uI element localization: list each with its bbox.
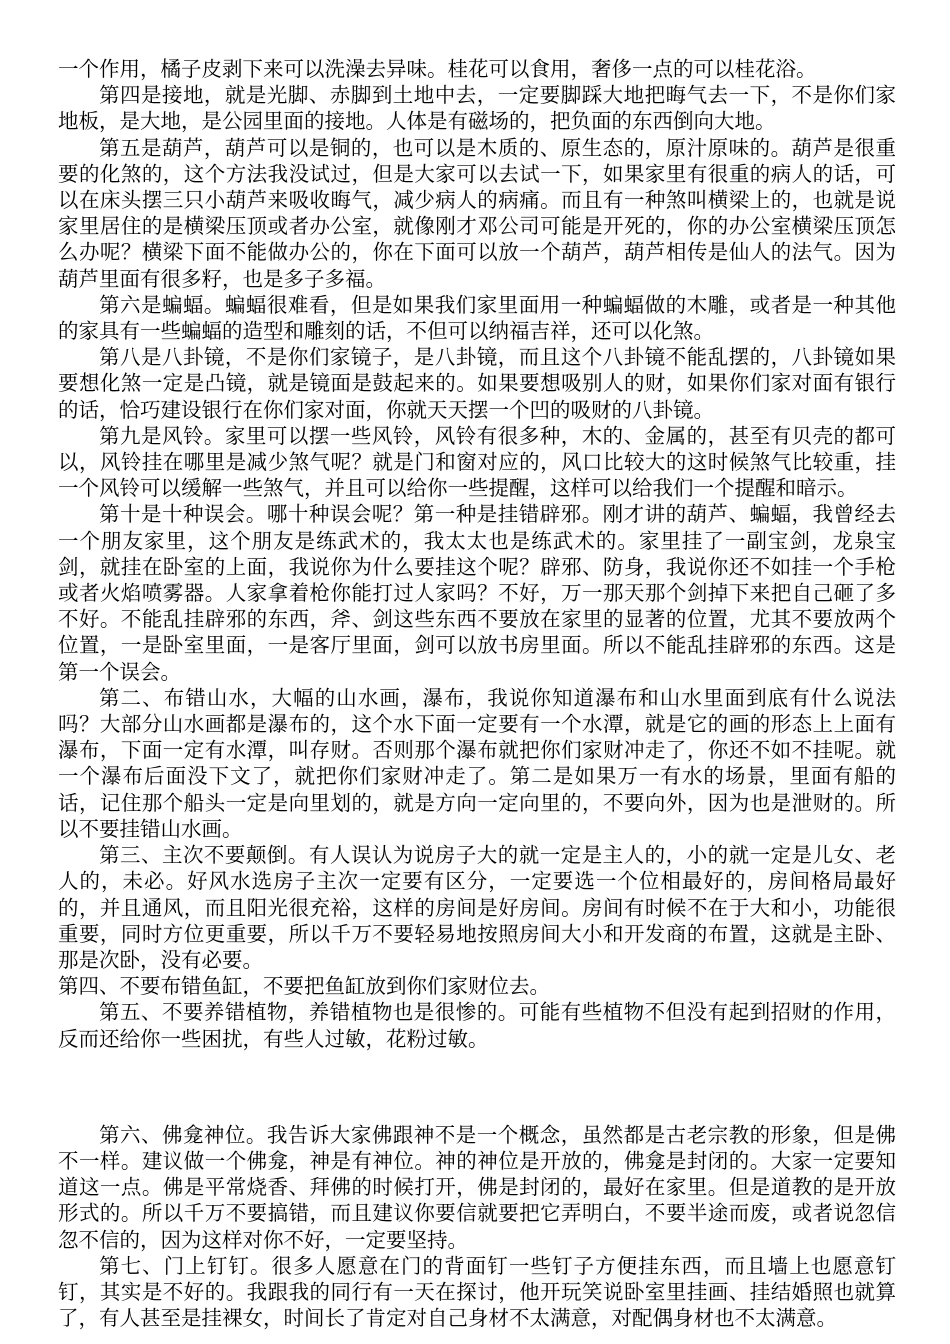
paragraph: 第六、佛龛神位。我告诉大家佛跟神不是一个概念，虽然都是古老宗教的形象，但是佛不一样。建议做一个佛龛，神是有神位。神的神位是开放的，佛龛是封闭的。大家一定要知道这一点。佛是平常烧香、拜佛的时候打开，佛是封闭的，最好在家里。但是道教的是开放形式的。所以千万不要搞错，而且建议你要信就要把它弄明白，不要半途而废，或者说忽信忽不信的，因为这样对你不好，一定要坚持。 xyxy=(58,1122,896,1252)
text-block-bottom xyxy=(58,1122,896,1332)
paragraph: 第十是十种误会。哪十种误会呢？第一种是挂错辟邪。刚才讲的葫芦、蝙蝠，我曾经去一个朋友家里，这个朋友是练武术的，我太太也是练武术的。家里挂了一副宝剑，龙泉宝剑，就挂在卧室的上面，我说你为什么要挂这个呢？辟邪、防身，我说你还不如挂一个手枪或者火焰喷雾器。人家拿着枪你能打过人家吗？不好，万一那天那个剑掉下来把自己砸了多不好。不能乱挂辟邪的东西，斧、剑这些东西不要放在家里的显著的位置，尤其不要放两个位置，一是卧室里面，一是客厅里面，剑可以放书房里面。所以不能乱挂辟邪的东西。这是第一个误会。 xyxy=(58,502,896,684)
paragraph: 第八是八卦镜，不是你们家镜子，是八卦镜，而且这个八卦镜不能乱摆的，八卦镜如果要想化煞一定是凸镜，就是镜面是鼓起来的。如果要想吸别人的财，如果你们家对面有银行的话，恰巧建设银行在你们家对面，你就天天摆一个凹的吸财的八卦镜。 xyxy=(58,345,896,422)
paragraph: 第四、不要布错鱼缸，不要把鱼缸放到你们家财位去。 xyxy=(58,974,550,999)
document-page xyxy=(58,56,896,1331)
paragraph: 第二、布错山水，大幅的山水画，瀑布，我说你知道瀑布和山水里面到底有什么说法吗？大部分山水画都是瀑布的，这个水下面一定要有一个水潭，就是它的画的形态上上面有瀑布，下面一定有水潭，叫存财。否则那个瀑布就把你们家财冲走了，你还不如不挂呢。就一个瀑布后面没下文了，就把你们家财冲走了。第二是如果万一有水的场景，里面有船的话，记住那个船头一定是向里划的，就是方向一定向里的，不要向外，因为也是泄财的。所以不要挂错山水画。 xyxy=(58,685,896,841)
paragraph: 第四是接地，就是光脚、赤脚到土地中去，一定要脚踩大地把晦气去一下，不是你们家地板，是大地，是公园里面的接地。人体是有磁场的，把负面的东西倒向大地。 xyxy=(58,83,896,134)
paragraph: 第六是蝙蝠。蝙蝠很难看，但是如果我们家里面用一种蝙蝠做的木雕，或者是一种其他的家具有一些蝙蝠的造型和雕刻的话，不但可以纳福吉祥，还可以化煞。 xyxy=(58,292,896,344)
paragraph: 第三、主次不要颠倒。有人误认为说房子大的就一定是主人的，小的就一定是儿女、老人的，未必。好风水选房子主次一定要有区分，一定要选一个位相最好的，房间格局最好的，并且通风，而且阳光很充裕，这样的房间是好房间。房间有时候不在于大和小，功能很重要，同时方位更重要，所以千万不要轻易地按照房间大小和开发商的布置，这就是主卧、那是次卧，没有必要。 xyxy=(58,843,896,972)
section-gap xyxy=(58,1052,896,1122)
paragraph: 第五是葫芦，葫芦可以是铜的，也可以是木质的、原生态的，原汁原味的。葫芦是很重要的化煞的，这个方法我没试过，但是大家可以去试一下，如果家里有很重的病人的话，可以在床头摆三只小葫芦来吸收晦气，减少病人的病痛。而且有一种煞叫横梁上的，也就是说家里居住的是横梁压顶或者办公室，就像刚才邓公司可能是开死的，你的办公室横梁压顶怎么办呢？横梁下面不能做办公的，你在下面可以放一个葫芦，葫芦相传是仙人的法气。因为葫芦里面有很多籽，也是多子多福。 xyxy=(58,135,896,291)
paragraph: 一个作用，橘子皮剥下来可以洗澡去异味。桂花可以食用，奢侈一点的可以桂花浴。 xyxy=(58,57,817,81)
paragraph: 第五、不要养错植物，养错植物也是很惨的。可能有些植物不但没有起到招财的作用，反而还给你一些困扰，有些人过敏，花粉过敏。 xyxy=(58,1000,896,1051)
paragraph: 第七、门上钉钉。很多人愿意在门的背面钉一些钉子方便挂东西，而且墙上也愿意钉钉，其实是不好的。我跟我的同行有一天在探讨，他开玩笑说卧室里挂画、挂结婚照也就算了，有人甚至是挂裸女，时间长了肯定对自己身材不太满意，对配偶身材也不太满意。 xyxy=(58,1253,896,1331)
paragraph: 第九是风铃。家里可以摆一些风铃，风铃有很多种，木的、金属的，甚至有贝壳的都可以，风铃挂在哪里是减少煞气呢？就是门和窗对应的，风口比较大的这时候煞气比较重，挂一个风铃可以缓解一些煞气，并且可以给你一些提醒，这样可以给我们一个提醒和暗示。 xyxy=(58,423,896,501)
text-block-top xyxy=(58,56,896,1052)
